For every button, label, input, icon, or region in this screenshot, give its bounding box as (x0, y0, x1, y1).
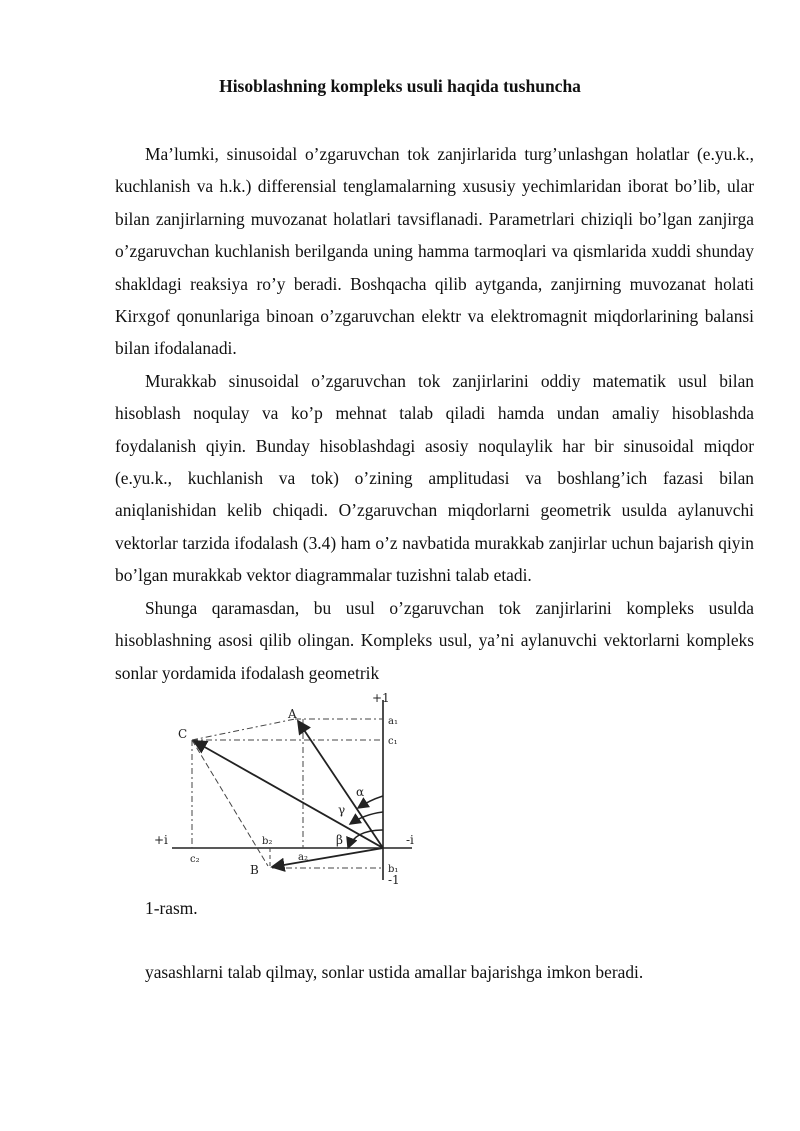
parallelogram-edge-ca (192, 719, 295, 740)
tick-label-b2: b₂ (262, 836, 273, 847)
tick-label-c1: c₁ (388, 736, 398, 747)
angle-label-gamma: γ (338, 803, 346, 817)
vector-diagram (150, 690, 440, 886)
body-text (115, 138, 754, 689)
angle-label-beta: β (336, 833, 343, 847)
axis-label-pos-real: +i (154, 833, 168, 847)
vector-c (194, 741, 383, 848)
angle-label-alpha: α (356, 785, 365, 799)
point-label-c: C (178, 727, 188, 741)
point-label-b: B (250, 863, 259, 877)
axis-label-neg-imag: -1 (388, 873, 400, 886)
paragraph-1: Ma’lumki, sinusoidal o’zgaruvchan tok zanjirlarida turg’unlashgan holatlar (e.yu.k., kuchlanish va h.k.) differensial tenglamalarning xususiy yechimlaridan iborat bo’lib, ular bilan zanjirlarning muvozanat holatlari tavsiflanadi. Parametrlari chiziqli bo’lgan zanjirga o’zgaruvchan kuchlanish berilganda uning hamma tarmoqlari va qismlarida xuddi shunday shakldagi reaksiya ro’y beradi. Boshqacha qilib aytganda, zanjirning muvozanat holati Kirxgof qonunlariga binoan o’zgaruvchan elektr va elektromagnit miqdorlarining balansi bilan ifodalanadi. (115, 144, 754, 359)
vector-b (272, 848, 383, 867)
tick-label-a2: a₂ (298, 852, 308, 863)
tick-label-b1: b₁ (388, 864, 399, 875)
page-title: Hisoblashning kompleks usuli haqida tushuncha (219, 76, 581, 96)
axis-label-neg-real: -i (406, 833, 414, 847)
paragraph-2: Murakkab sinusoidal o’zgaruvchan tok zanjirlarini oddiy matematik usul bilan hisoblash noqulay va ko’p mehnat talab qiladi hamda undan amaliy hisoblashda foydalanish qiyin. Bunday hisoblashdagi asosiy noqulaylik har bir sinusoidal miqdor (e.yu.k., kuchlanish va tok) o’zining amplitudasi va boshlang’ich fazasi bilan aniqlanishidan kelib chiqadi. O’zgaruvchan miqdorlarni geometrik usulda aylanuvchi vektorlar tarzida ifodalash (3.4) ham o’z navbatida murakkab zanjirlar uchun bajarish qiyin bo’lgan murakkab vektor diagrammalar tuzishni talab etadi. (115, 370, 754, 586)
figure-caption: 1-rasm. (145, 898, 198, 918)
paragraph-3: Shunga qaramasdan, bu usul o’zgaruvchan tok zanjirlarini kompleks usulda hisoblashning asosi qilib olingan. Kompleks usul, ya’ni aylanuvchi vektorlarni kompleks sonlar yordamida ifodalash geometrik (115, 597, 754, 683)
continuation-text: yasashlarni talab qilmay, sonlar ustida amallar bajarishga imkon beradi. (145, 962, 644, 982)
parallelogram-edge-cb (192, 740, 268, 866)
point-label-a: A (288, 707, 297, 721)
axis-label-pos-imag: +1 (372, 691, 390, 705)
tick-label-c2: c₂ (190, 854, 200, 865)
tick-label-a1: a₁ (388, 716, 398, 727)
vector-diagram-figure (150, 690, 440, 886)
